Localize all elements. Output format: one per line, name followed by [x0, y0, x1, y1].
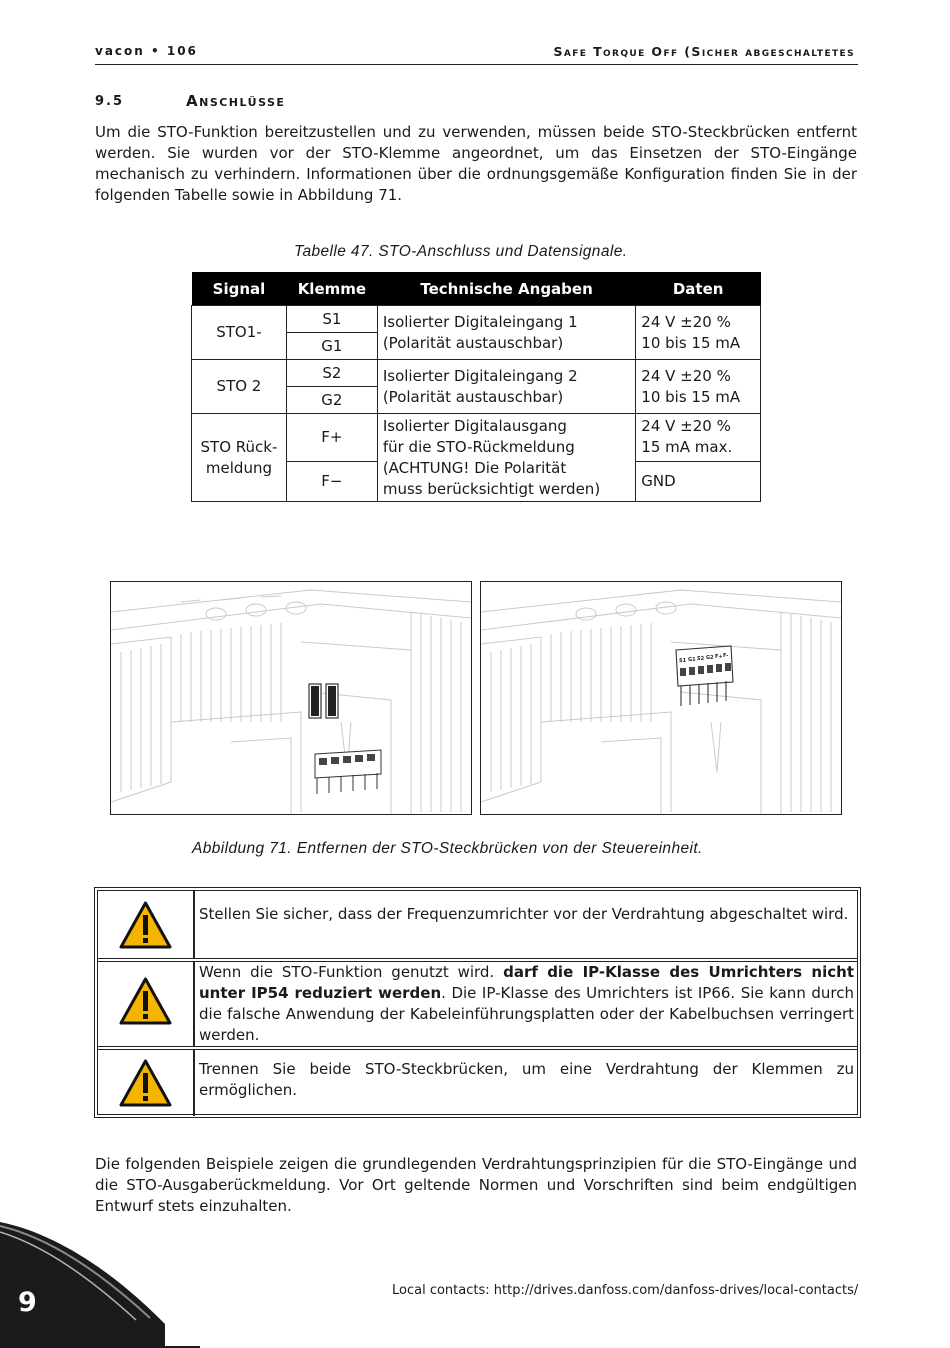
data-cell: 24 V ±20 % 15 mA max.: [636, 414, 761, 462]
closing-paragraph: Die folgenden Beispiele zeigen die grundlegenden Verdrahtungsprinzipien für die STO-Eingänge und die STO-Ausgaberückmeldung. Vor Ort geltende Normen und Vorschriften sind beim endgültigen Entwurf stets einzuhalten.: [95, 1155, 857, 1215]
connector-label: S1: [679, 658, 687, 664]
terminal-cell: S1: [286, 306, 377, 333]
warning-text-2: Wenn die STO-Funktion genutzt wird. darf die IP-Klasse des Umrichters nicht unter IP54 reduziert werden. Die IP-Klasse des Umrichters ist IP66. Sie kann durch die falsche Anwendung der Kabeleinführungsplatten oder der Kabelbuchsen verringert werden.: [199, 963, 854, 1044]
spec-cell: Isolierter Digitaleingang 2 (Polarität austauschbar): [377, 360, 635, 414]
figure-right-connector-removed: [480, 581, 842, 815]
header-right: Safe Torque Off (Sicher abgeschaltetes: [553, 44, 855, 59]
section-title: Anschlüsse: [186, 92, 286, 110]
warning-triangle-icon: [98, 961, 193, 1046]
section-number: 9.5: [95, 94, 125, 109]
signal-cell: STO 2: [192, 360, 287, 414]
warning-text-1: Stellen Sie sicher, dass der Frequenzumrichter vor der Verdrahtung abgeschaltet wird.: [199, 905, 849, 923]
terminal-cell: F+: [286, 414, 377, 462]
header-left: vacon • 106: [95, 44, 198, 58]
chapter-number: 9: [18, 1287, 37, 1318]
table-header-row: [192, 272, 761, 306]
intro-paragraph: Um die STO-Funktion bereitzustellen und zu verwenden, müssen beide STO-Steckbrücken entfernt werden. Sie wurden vor der STO-Klemme angeordnet, um das Einsetzen der STO-Eingänge mechanisch zu verhindern. Informationen über die ordnungsgemäße Konfiguration finden Sie in der folgenden Tabelle sowie in Abbildung 71.: [95, 123, 857, 204]
chapter-corner-graphic: [0, 1200, 210, 1348]
connector-label: S2: [697, 656, 705, 662]
warning-row-1: [98, 891, 857, 958]
table-caption: Tabelle 47. STO-Anschluss und Datensignale.: [294, 243, 628, 260]
table-row: [192, 306, 761, 333]
terminal-cell: G2: [286, 387, 377, 414]
terminal-cell: F−: [286, 462, 377, 502]
header-spec: Technische Angaben: [377, 272, 635, 306]
signal-cell: STO1-: [192, 306, 287, 360]
spec-cell: Isolierter Digitalausgang für die STO-Rückmeldung (ACHTUNG! Die Polarität muss berücksichtigt werden): [377, 414, 635, 502]
warning-triangle-icon: [98, 891, 193, 958]
header-rule: [95, 64, 858, 65]
connector-label: G2: [706, 655, 714, 661]
terminal-cell: G1: [286, 333, 377, 360]
header-data: Daten: [636, 272, 761, 306]
warning-triangle-icon: [98, 1049, 193, 1116]
header-terminal: Klemme: [286, 272, 377, 306]
data-cell: GND: [636, 462, 761, 502]
warning-text-3: Trennen Sie beide STO-Steckbrücken, um eine Verdrahtung der Klemmen zu ermöglichen.: [199, 1060, 854, 1099]
header-signal: Signal: [192, 272, 287, 306]
warnings-box: [94, 887, 861, 1118]
warning-row-3: [98, 1049, 857, 1116]
spec-cell: Isolierter Digitaleingang 1 (Polarität austauschbar): [377, 306, 635, 360]
figure-left-jumpers-inserted: [110, 581, 472, 815]
connector-label: G1: [688, 657, 696, 663]
figure-caption: Abbildung 71. Entfernen der STO-Steckbrücken von der Steuereinheit.: [192, 840, 703, 857]
signal-cell: STO Rück- meldung: [192, 414, 287, 502]
warning-row-2: [98, 961, 857, 1046]
table-row: [192, 414, 761, 462]
data-cell: 24 V ±20 % 10 bis 15 mA: [636, 306, 761, 360]
terminal-cell: S2: [286, 360, 377, 387]
connector-label: F-: [723, 653, 729, 659]
table-row: [192, 360, 761, 387]
footer-contacts: Local contacts: http://drives.danfoss.com/danfoss-drives/local-contacts/: [392, 1283, 859, 1298]
connector-label: F+: [715, 654, 723, 660]
data-cell: 24 V ±20 % 10 bis 15 mA: [636, 360, 761, 414]
sto-table: [191, 272, 761, 502]
